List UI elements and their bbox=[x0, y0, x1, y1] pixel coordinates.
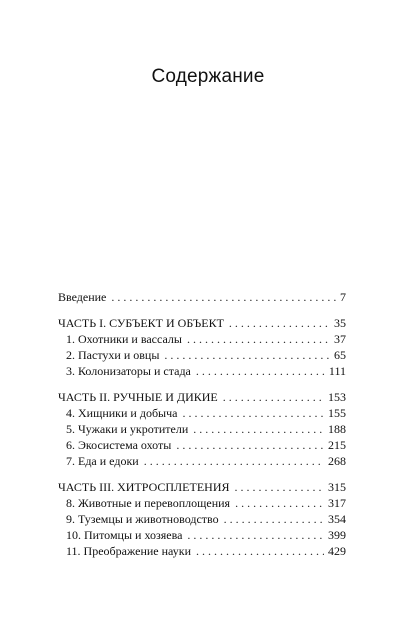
toc-chapter-label: 7. Еда и едоки bbox=[66, 454, 139, 468]
dot-leader bbox=[164, 348, 330, 363]
toc-part-label: ЧАСТЬ II. РУЧНЫЕ И ДИКИЕ bbox=[58, 390, 218, 404]
toc-chapter-label: 4. Хищники и добыча bbox=[66, 406, 178, 420]
toc-chapter-page: 155 bbox=[328, 406, 346, 420]
toc-chapter-2[interactable] bbox=[58, 348, 346, 364]
toc-part-1[interactable] bbox=[58, 316, 346, 332]
toc-chapter-4[interactable] bbox=[58, 406, 346, 422]
dot-leader bbox=[193, 422, 324, 437]
toc-chapter-label: 1. Охотники и вассалы bbox=[66, 332, 182, 346]
toc-chapter-page: 215 bbox=[328, 438, 346, 452]
toc-part-label: ЧАСТЬ III. ХИТРОСПЛЕТЕНИЯ bbox=[58, 480, 230, 494]
toc-chapter-8[interactable] bbox=[58, 496, 346, 512]
dot-leader bbox=[235, 480, 324, 495]
table-of-contents bbox=[58, 290, 346, 570]
dot-leader bbox=[196, 544, 324, 559]
toc-chapter-page: 65 bbox=[334, 348, 346, 362]
toc-chapter-3[interactable] bbox=[58, 364, 346, 380]
toc-part-page: 153 bbox=[328, 390, 346, 404]
toc-chapter-label: 11. Преображение науки bbox=[66, 544, 191, 558]
dot-leader bbox=[111, 290, 336, 305]
toc-section-part-2 bbox=[58, 390, 346, 470]
toc-chapter-page: 111 bbox=[328, 364, 346, 378]
dot-leader bbox=[224, 512, 324, 527]
toc-chapter-page: 317 bbox=[328, 496, 346, 510]
toc-entry-page: 7 bbox=[340, 290, 346, 304]
toc-chapter-label: 8. Животные и перевоплощения bbox=[66, 496, 231, 510]
toc-part-3[interactable] bbox=[58, 480, 346, 496]
toc-section-intro bbox=[58, 290, 346, 306]
toc-chapter-page: 188 bbox=[328, 422, 346, 436]
dot-leader bbox=[196, 364, 325, 379]
toc-entry-intro[interactable] bbox=[58, 290, 346, 306]
toc-section-part-3 bbox=[58, 480, 346, 560]
toc-chapter-page: 354 bbox=[328, 512, 346, 526]
dot-leader bbox=[229, 316, 330, 331]
toc-chapter-page: 429 bbox=[328, 544, 346, 558]
toc-chapter-label: 9. Туземцы и животноводство bbox=[66, 512, 219, 526]
dot-leader bbox=[235, 496, 324, 511]
toc-chapter-1[interactable] bbox=[58, 332, 346, 348]
toc-part-page: 315 bbox=[328, 480, 346, 494]
toc-chapter-page: 268 bbox=[328, 454, 346, 468]
dot-leader bbox=[182, 406, 324, 421]
dot-leader bbox=[187, 528, 324, 543]
dot-leader bbox=[187, 332, 330, 347]
toc-entry-label: Введение bbox=[58, 290, 107, 304]
toc-section-part-1 bbox=[58, 316, 346, 380]
toc-part-2[interactable] bbox=[58, 390, 346, 406]
dot-leader bbox=[223, 390, 324, 405]
toc-part-label: ЧАСТЬ I. СУБЪЕКТ И ОБЪЕКТ bbox=[58, 316, 224, 330]
toc-chapter-page: 37 bbox=[334, 332, 346, 346]
toc-chapter-5[interactable] bbox=[58, 422, 346, 438]
toc-chapter-7[interactable] bbox=[58, 454, 346, 470]
toc-part-page: 35 bbox=[334, 316, 346, 330]
toc-chapter-label: 6. Экосистема охоты bbox=[66, 438, 172, 452]
dot-leader bbox=[176, 438, 324, 453]
toc-chapter-9[interactable] bbox=[58, 512, 346, 528]
toc-chapter-6[interactable] bbox=[58, 438, 346, 454]
dot-leader bbox=[144, 454, 324, 469]
toc-chapter-label: 3. Колонизаторы и стада bbox=[66, 364, 191, 378]
toc-chapter-page: 399 bbox=[328, 528, 346, 542]
toc-chapter-label: 2. Пастухи и овцы bbox=[66, 348, 160, 362]
toc-chapter-label: 5. Чужаки и укротители bbox=[66, 422, 189, 436]
toc-chapter-10[interactable] bbox=[58, 528, 346, 544]
page-title: Содержание bbox=[151, 66, 265, 87]
toc-chapter-label: 10. Питомцы и хозяева bbox=[66, 528, 183, 542]
toc-chapter-11[interactable] bbox=[58, 544, 346, 560]
